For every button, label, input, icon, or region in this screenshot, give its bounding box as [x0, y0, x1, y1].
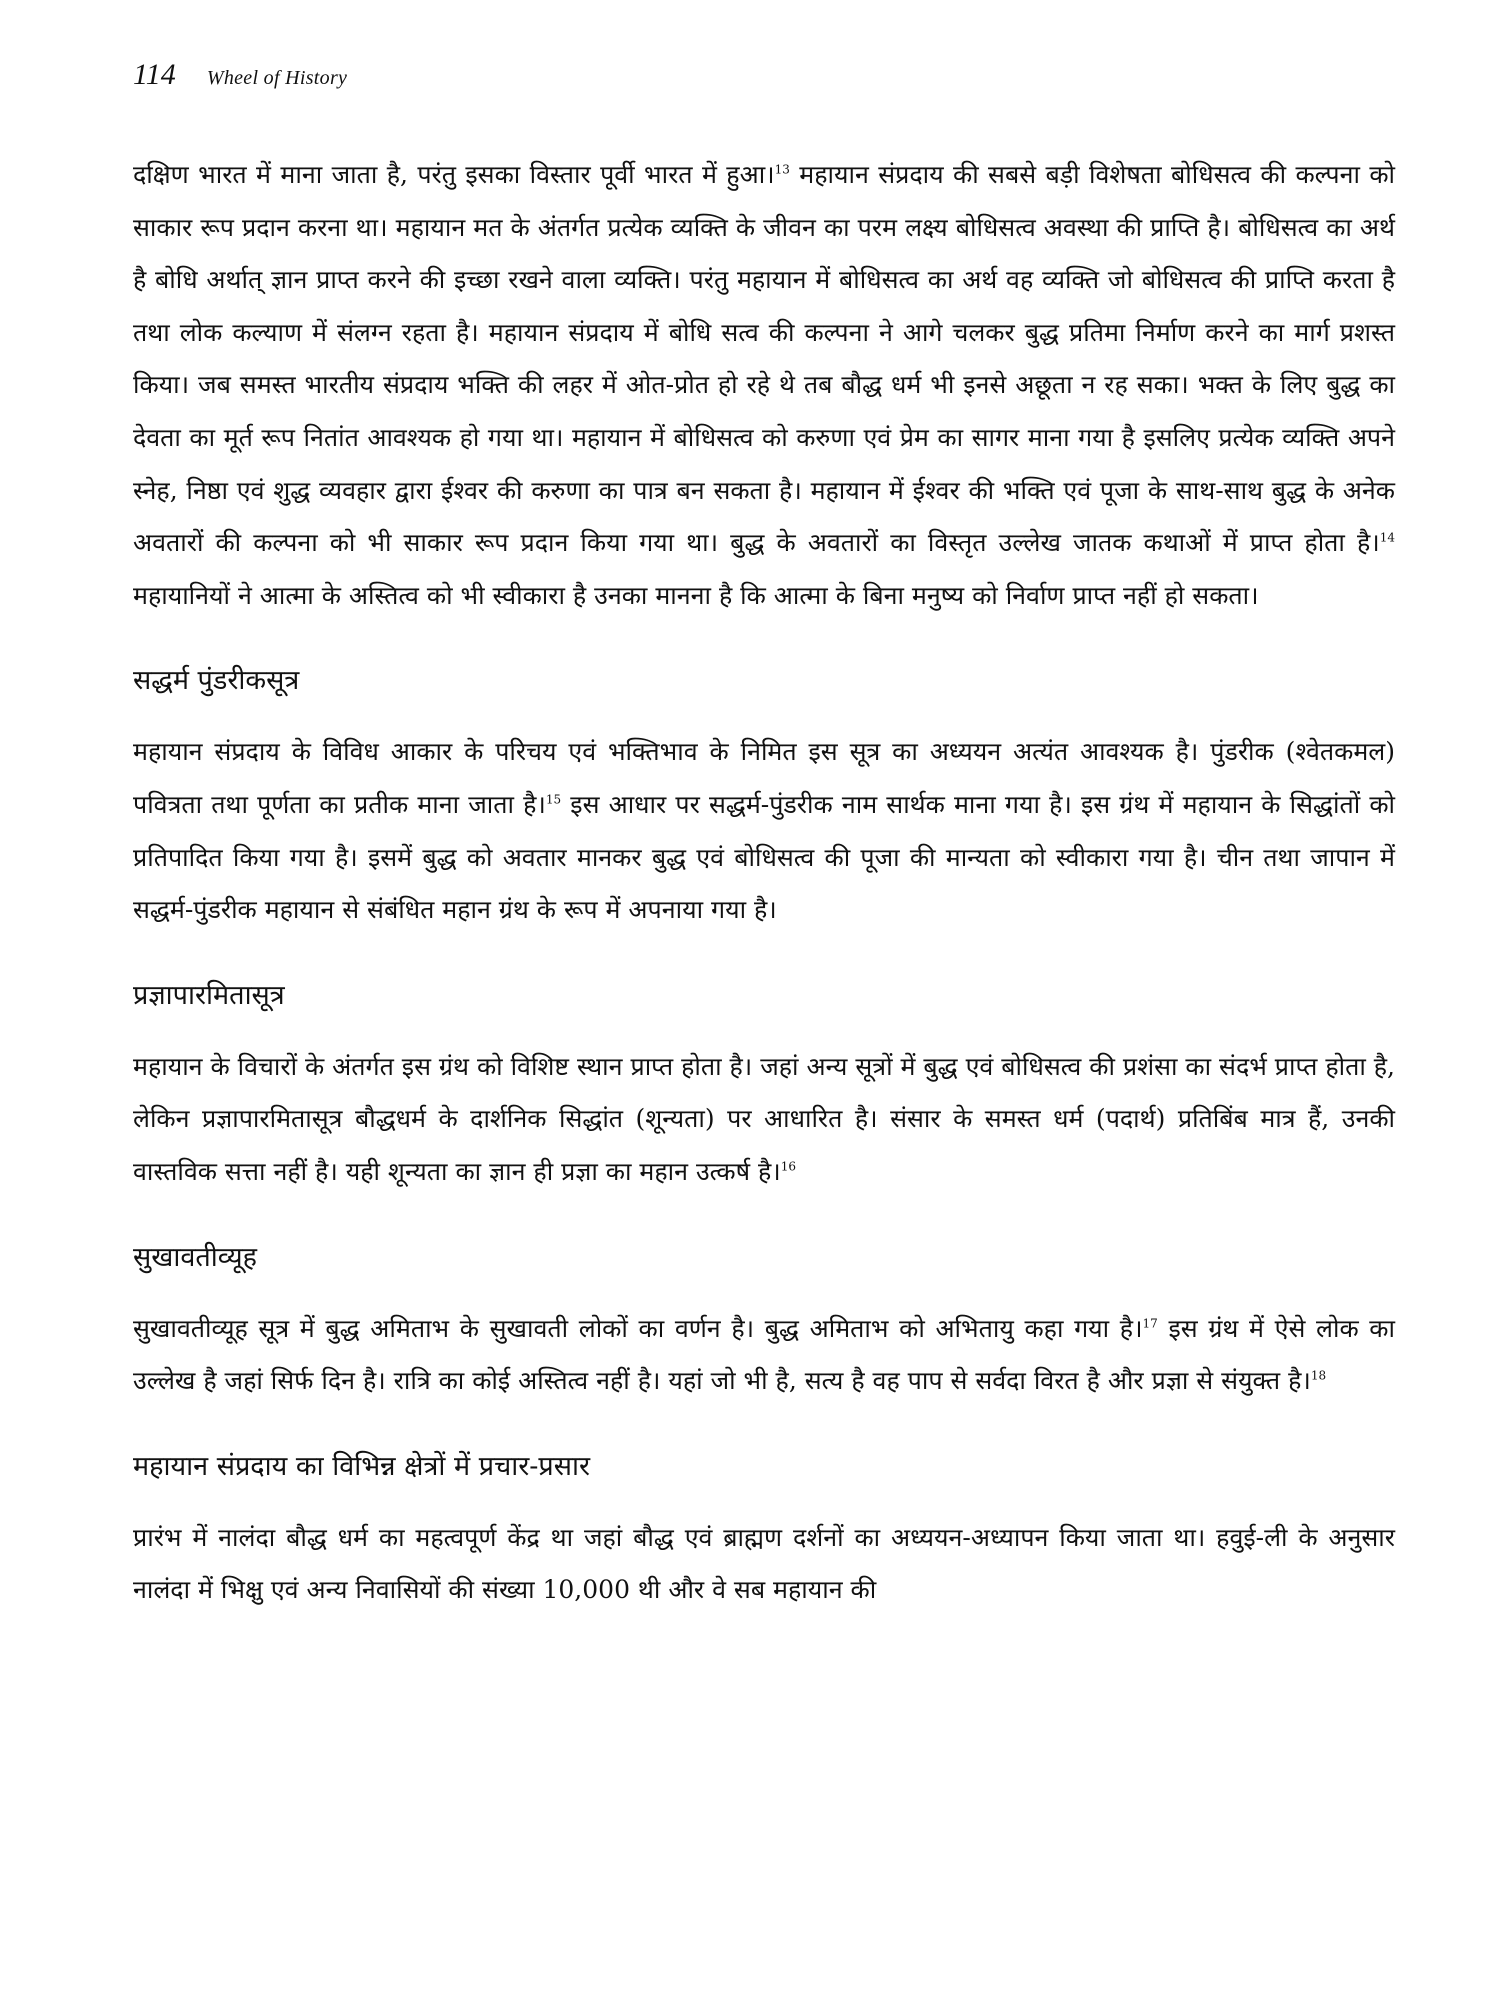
- section-heading: महायान संप्रदाय का विभिन्न क्षेत्रों में प्रचार-प्रसार: [133, 1450, 591, 1482]
- section-heading: सद्धर्म पुंडरीकसूत्र: [133, 665, 300, 697]
- paragraph-text: महायानियों ने आत्मा के अस्तित्व को भी स्वीकारा है उनका मानना है कि आत्मा के बिना मनुष्य को निर्वाण प्राप्त नहीं हो सकता।: [133, 580, 1259, 610]
- footnote-marker: 16: [780, 1159, 797, 1174]
- section-heading: सुखावतीव्यूह: [133, 1241, 257, 1273]
- footnote-marker: 14: [1379, 530, 1395, 545]
- footnote-marker: 18: [1310, 1368, 1327, 1383]
- footnote-marker: 15: [545, 792, 562, 807]
- paragraph-text: महायान संप्रदाय के विविध आकार के परिचय एवं भक्तिभाव के निमित इस सूत्र का अध्ययन अत्यंत आवश्यक है। पुंडरीक (श्वेतकमल) पवित्रता तथा पूर्णता का प्रतीक माना जाता है।: [133, 737, 1395, 819]
- page-number: 114: [133, 58, 176, 91]
- paragraph-text: महायान संप्रदाय की सबसे बड़ी विशेषता बोधिसत्व की कल्पना को साकार रूप प्रदान करना था। महायान मत के अंतर्गत प्रत्येक व्यक्ति के जीवन का परम लक्ष्य बोधिसत्व अवस्था की प्राप्ति है। बोधिसत्व का अर्थ है बोधि अर्थात् ज्ञान प्राप्त करने की इच्छा रखने वाला व्यक्ति। परंतु महायान में बोधिसत्व का अर्थ वह व्यक्ति जो बोधिसत्व की प्राप्ति करता है तथा लोक कल्याण में संलग्न रहता है। महायान संप्रदाय में बोधि सत्व की कल्पना ने आगे चलकर बुद्ध प्रतिमा निर्माण करने का मार्ग प्रशस्त किया। जब समस्त भारतीय संप्रदाय भक्ति की लहर में ओत-प्रोत हो रहे थे तब बौद्ध धर्म भी इनसे अछूता न रह सका। भक्त के लिए बुद्ध का देवता का मूर्त रूप नितांत आवश्यक हो गया था। महायान में बोधिसत्व को करुणा एवं प्रेम का सागर माना गया है इसलिए प्रत्येक व्यक्ति अपने स्नेह, निष्ठा एवं शुद्ध व्यवहार द्वारा ईश्वर की करुणा का पात्र बन सकता है। महायान में ईश्वर की भक्ति एवं पूजा के साथ-साथ बुद्ध के अनेक अवतारों की कल्पना को भी साकार रूप प्रदान किया गया था। बुद्ध के अवतारों का विस्तृत उल्लेख जातक कथाओं में प्राप्त होता है।: [133, 160, 1396, 558]
- book-page: [133, 55, 1395, 1653]
- page-content: [133, 149, 1395, 1617]
- paragraph-text: इस आधार पर सद्धर्म-पुंडरीक नाम सार्थक माना गया है। इस ग्रंथ में महायान के सिद्धांतों को प्रतिपादित किया गया है। इसमें बुद्ध को अवतार मानकर बुद्ध एवं बोधिसत्व की पूजा की मान्यता को स्वीकारा गया है। चीन तथा जापान में सद्धर्म-पुंडरीक महायान से संबंधित महान ग्रंथ के रूप में अपनाया गया है।: [133, 789, 1395, 925]
- section-heading: प्रज्ञापारमितासूत्र: [133, 979, 285, 1011]
- book-title: Wheel of History: [206, 67, 348, 89]
- paragraph: [133, 1303, 1395, 1408]
- paragraph: [133, 1041, 1395, 1199]
- paragraph-text: इस ग्रंथ में ऐसे लोक का उल्लेख है जहां सिर्फ दिन है। रात्रि का कोई अस्तित्व नहीं है। यहां जो भी है, सत्य है वह पाप से सर्वदा विरत है और प्रज्ञा से संयुक्त है।: [133, 1313, 1395, 1396]
- paragraph-text: प्रारंभ में नालंदा बौद्ध धर्म का महत्वपूर्ण केंद्र था जहां बौद्ध एवं ब्राह्मण दर्शनों का अध्ययन-अध्यापन किया जाता था। हवुई-ली के अनुसार नालंदा में भिक्षु एवं अन्य निवासियों की संख्या 10,000 थी और वे सब महायान की: [133, 1522, 1395, 1605]
- footnote-marker: 17: [1142, 1316, 1158, 1331]
- paragraph: [133, 726, 1395, 936]
- running-head: [133, 55, 1395, 99]
- paragraph-text: महायान के विचारों के अंतर्गत इस ग्रंथ को विशिष्ट स्थान प्राप्त होता है। जहां अन्य सूत्रों में बुद्ध एवं बोधिसत्व की प्रशंसा का संदर्भ प्राप्त होता है, लेकिन प्रज्ञापारमितासूत्र बौद्धधर्म के दार्शनिक सिद्धांत (शून्यता) पर आधारित है। संसार के समस्त धर्म (पदार्थ) प्रतिबिंब मात्र हैं, उनकी वास्तविक सत्ता नहीं है। यही शून्यता का ज्ञान ही प्रज्ञा का महान उत्कर्ष है।: [133, 1051, 1395, 1186]
- paragraph-text: सुखावतीव्यूह सूत्र में बुद्ध अमिताभ के सुखावती लोकों का वर्णन है। बुद्ध अमिताभ को अभितायु कहा गया है।: [133, 1313, 1143, 1343]
- paragraph-text: दक्षिण भारत में माना जाता है, परंतु इसका विस्तार पूर्वी भारत में हुआ।: [133, 160, 775, 189]
- footnote-marker: 13: [774, 162, 790, 177]
- paragraph: [133, 1512, 1395, 1617]
- paragraph: [133, 149, 1395, 622]
